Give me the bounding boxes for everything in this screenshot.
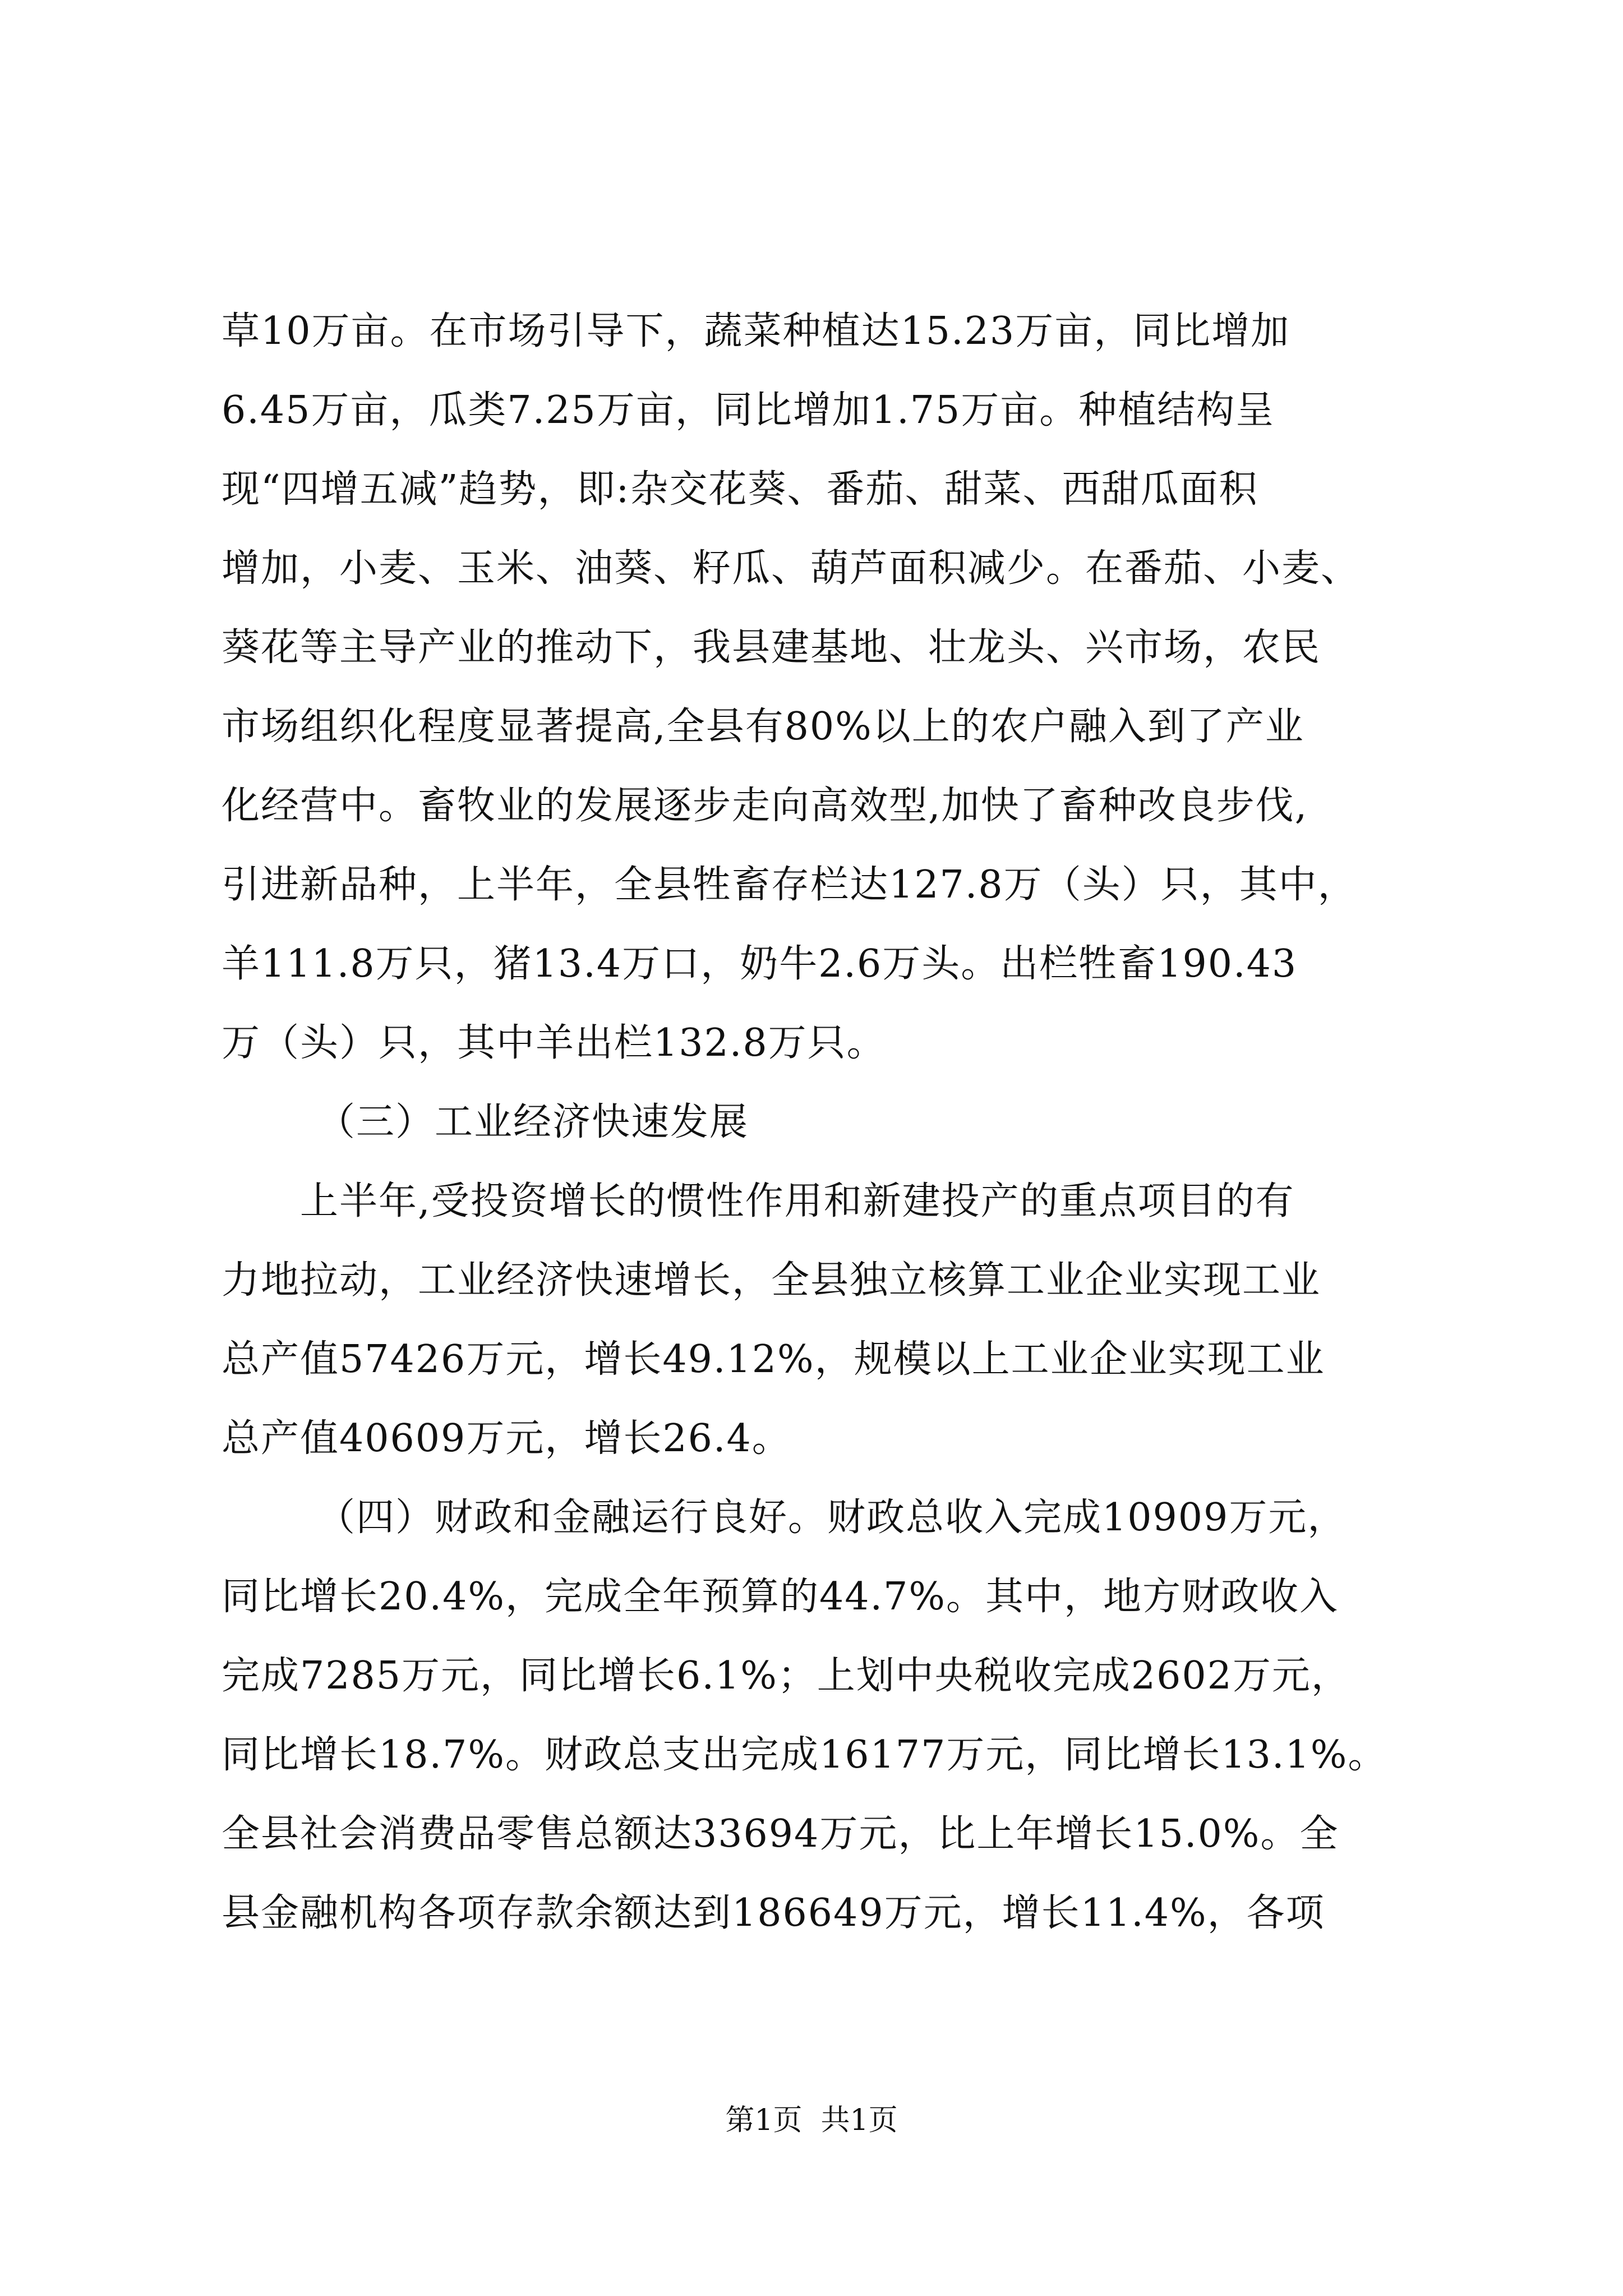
page-footer — [0, 2101, 1623, 2140]
text-line: 完成7285万元，同比增长6.1%；上划中央税收完成2602万元， — [222, 1654, 1350, 1698]
text-line: 草10万亩。在市场引导下，蔬菜种植达15.23万亩，同比增加 — [222, 309, 1290, 353]
text-line: 同比增长18.7%。财政总支出完成16177万元，同比增长13.1%。 — [222, 1733, 1387, 1777]
text-line: 葵花等主导产业的推动下，我县建基地、壮龙头、兴市场，农民 — [222, 625, 1321, 670]
text-line: 县金融机构各项存款余额达到186649万元，增长11.4%，各项 — [222, 1891, 1325, 1935]
text-line: 同比增长20.4%，完成全年预算的44.7%。其中，地方财政收入 — [222, 1575, 1339, 1619]
text-line: 羊111.8万只，猪13.4万口，奶牛2.6万头。出栏牲畜190.43 — [222, 942, 1298, 986]
text-line: 化经营中。畜牧业的发展逐步走向高效型,加快了畜种改良步伐, — [222, 784, 1308, 828]
text-line: 总产值57426万元，增长49.12%，规模以上工业企业实现工业 — [222, 1337, 1325, 1382]
text-line: 全县社会消费品零售总额达33694万元，比上年增长15.0%。全 — [222, 1812, 1339, 1856]
text-line: 上半年,受投资增长的惯性作用和新建投产的重点项目的有 — [300, 1179, 1295, 1223]
page-number-label: 第1页 共1页 — [725, 2104, 898, 2137]
document-body — [222, 292, 1427, 1953]
text-line: 6.45万亩，瓜类7.25万亩，同比增加1.75万亩。种植结构呈 — [222, 388, 1275, 432]
text-line: 引进新品种，上半年，全县牲畜存栏达127.8万（头）只，其中， — [222, 863, 1357, 907]
text-line: 万（头）只，其中羊出栏132.8万只。 — [222, 1021, 886, 1065]
text-line: 力地拉动，工业经济快速增长，全县独立核算工业企业实现工业 — [222, 1258, 1321, 1303]
text-line: 增加，小麦、玉米、油葵、籽瓜、葫芦面积减少。在番茄、小麦、 — [222, 546, 1361, 591]
text-line: 市场组织化程度显著提高,全县有80%以上的农户融入到了产业 — [222, 705, 1304, 749]
text-line: 现“四增五减”趋势，即:杂交花葵、番茄、甜菜、西甜瓜面积 — [222, 467, 1258, 512]
text-line: （四）财政和金融运行良好。财政总收入完成10909万元， — [317, 1496, 1347, 1540]
section-heading: （三）工业经济快速发展 — [317, 1100, 749, 1144]
text-line: 总产值40609万元，增长26.4。 — [222, 1416, 791, 1461]
